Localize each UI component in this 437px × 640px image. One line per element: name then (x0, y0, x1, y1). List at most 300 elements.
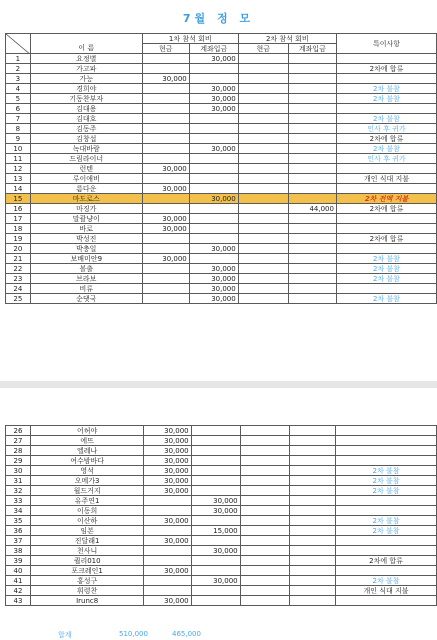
round2-cash (238, 284, 288, 294)
round2-cash (238, 184, 288, 194)
row-number: 38 (6, 546, 31, 556)
attendance-table-top (5, 33, 437, 304)
table-row (6, 104, 437, 114)
table-row (6, 174, 437, 184)
member-name: 가고파 (30, 64, 142, 74)
member-name: 천사니 (30, 546, 144, 556)
round2-cash (238, 74, 288, 84)
row-number: 17 (6, 214, 31, 224)
round2-account (288, 294, 336, 304)
member-name: 김창섭 (30, 134, 142, 144)
table-row (6, 154, 437, 164)
row-number: 34 (6, 506, 31, 516)
header-note: 특이사항 (336, 34, 436, 54)
round1-account (189, 64, 238, 74)
note-cell (336, 74, 436, 84)
round2-cash (238, 84, 288, 94)
round2-cash (238, 164, 288, 174)
round1-cash (142, 194, 189, 204)
round1-account (189, 114, 238, 124)
table-row (6, 254, 437, 264)
table-row (6, 546, 437, 556)
member-name: 순댓국 (30, 294, 142, 304)
note-cell: 2차 전액 지불 (336, 194, 436, 204)
round1-cash (144, 586, 191, 596)
round2-account (290, 556, 336, 566)
round2-account (288, 154, 336, 164)
round2-account (290, 476, 336, 486)
round1-cash: 30,000 (144, 486, 191, 496)
member-name: 경희야 (30, 84, 142, 94)
round1-cash (142, 64, 189, 74)
header-name: 이 름 (30, 44, 142, 54)
member-name: 오메가3 (30, 476, 144, 486)
row-number: 15 (6, 194, 31, 204)
round1-cash: 30,000 (144, 426, 191, 436)
round2-cash (238, 124, 288, 134)
note-cell: 2차 불참 (336, 264, 436, 274)
row-number: 36 (6, 526, 31, 536)
round1-cash (142, 284, 189, 294)
member-name: Irunc8 (30, 596, 144, 606)
member-name: 여수밤바다 (30, 456, 144, 466)
round2-cash (238, 134, 288, 144)
round1-account: 30,000 (189, 284, 238, 294)
round1-account (191, 436, 240, 446)
member-name: 런텐 (30, 164, 142, 174)
round2-account (290, 536, 336, 546)
round1-account (191, 486, 240, 496)
note-cell: 2차 불참 (336, 476, 437, 486)
table-row (6, 124, 437, 134)
round2-account (288, 164, 336, 174)
round1-account: 15,000 (191, 526, 240, 536)
round1-cash: 30,000 (142, 254, 189, 264)
round2-account (288, 264, 336, 274)
note-cell: 2차 불참 (336, 114, 436, 124)
member-name: 비류 (30, 284, 142, 294)
round2-cash (238, 214, 288, 224)
round1-account (191, 596, 240, 606)
table-row (6, 274, 437, 284)
round1-account (189, 154, 238, 164)
round1-cash: 30,000 (144, 536, 191, 546)
round1-cash (142, 84, 189, 94)
round1-cash: 30,000 (144, 516, 191, 526)
table-row (6, 234, 437, 244)
member-name: 이동희 (30, 506, 144, 516)
member-name: 가능 (30, 74, 142, 84)
round2-account (288, 194, 336, 204)
note-cell (336, 506, 437, 516)
round2-cash (240, 516, 290, 526)
table-row (6, 516, 437, 526)
round1-account (191, 566, 240, 576)
row-number: 25 (6, 294, 31, 304)
round1-cash: 30,000 (144, 596, 191, 606)
row-number: 2 (6, 64, 31, 74)
row-number: 30 (6, 466, 31, 476)
note-cell: 2차 불참 (336, 526, 437, 536)
note-cell (336, 284, 436, 294)
row-number: 5 (6, 94, 31, 104)
note-cell: 2차 불참 (336, 254, 436, 264)
round1-cash (142, 244, 189, 254)
row-number: 16 (6, 204, 31, 214)
row-number: 22 (6, 264, 31, 274)
round1-account (191, 556, 240, 566)
row-number: 24 (6, 284, 31, 294)
round1-cash (144, 526, 191, 536)
table-row (6, 294, 437, 304)
round2-account (290, 566, 336, 576)
member-name: 진달래1 (30, 536, 144, 546)
note-cell: 개인 식대 지불 (336, 174, 436, 184)
round2-account (288, 284, 336, 294)
member-name: 요정별 (30, 54, 142, 64)
round2-account (288, 54, 336, 64)
note-cell (336, 456, 437, 466)
round1-account: 30,000 (191, 496, 240, 506)
round2-cash (240, 596, 290, 606)
table-row (6, 466, 437, 476)
round1-account (189, 184, 238, 194)
member-name: 름다운 (30, 184, 142, 194)
note-cell (336, 496, 437, 506)
note-cell (336, 536, 437, 546)
round1-cash: 30,000 (142, 224, 189, 234)
round1-cash (142, 154, 189, 164)
row-number: 3 (6, 74, 31, 84)
round2-account (290, 516, 336, 526)
round2-cash (238, 264, 288, 274)
round2-cash (240, 576, 290, 586)
summary-label: 합계 (58, 631, 72, 639)
summary-row (0, 630, 437, 638)
round1-cash (142, 134, 189, 144)
round1-cash: 30,000 (142, 74, 189, 84)
round2-account (288, 274, 336, 284)
row-number: 19 (6, 234, 31, 244)
table-row (6, 456, 437, 466)
note-cell: 2차에 합류 (336, 204, 436, 214)
round2-cash (240, 556, 290, 566)
member-name: 김동주 (30, 124, 142, 134)
round2-cash (238, 204, 288, 214)
table-row (6, 476, 437, 486)
note-cell (336, 184, 436, 194)
round2-account (290, 526, 336, 536)
row-number: 1 (6, 54, 31, 64)
row-number: 23 (6, 274, 31, 284)
round2-cash (240, 476, 290, 486)
table-row (6, 244, 437, 254)
round1-account: 30,000 (189, 194, 238, 204)
row-number: 43 (6, 596, 31, 606)
header-blank (30, 34, 142, 44)
row-number: 40 (6, 566, 31, 576)
round2-cash (238, 154, 288, 164)
round2-cash (240, 456, 290, 466)
round1-account: 30,000 (189, 244, 238, 254)
table-row (6, 506, 437, 516)
table-row (6, 84, 437, 94)
member-name: 루이애비 (30, 174, 142, 184)
round2-cash (240, 486, 290, 496)
round1-account (191, 586, 240, 596)
round1-cash (142, 264, 189, 274)
member-name: 포크레인1 (30, 566, 144, 576)
round2-cash (240, 496, 290, 506)
note-cell: 2차에 합류 (336, 234, 436, 244)
table-row (6, 284, 437, 294)
note-cell (336, 426, 437, 436)
round2-cash (238, 54, 288, 64)
member-name: 박충일 (30, 244, 142, 254)
row-number: 35 (6, 516, 31, 526)
round1-cash: 30,000 (142, 184, 189, 194)
round1-cash (144, 556, 191, 566)
round1-cash: 30,000 (144, 456, 191, 466)
member-name: 드림라이너 (30, 154, 142, 164)
note-cell: 2차 불참 (336, 144, 436, 154)
round2-cash (238, 114, 288, 124)
round2-account (290, 456, 336, 466)
round2-account (290, 596, 336, 606)
row-number: 41 (6, 576, 31, 586)
table-row (6, 596, 437, 606)
row-number: 18 (6, 224, 31, 234)
round2-account (288, 134, 336, 144)
round2-cash (238, 174, 288, 184)
note-cell (336, 224, 436, 234)
row-number: 20 (6, 244, 31, 254)
table-row (6, 204, 437, 214)
row-number: 29 (6, 456, 31, 466)
row-number: 8 (6, 124, 31, 134)
summary-account-total: 465,000 (172, 630, 201, 638)
table-row (6, 536, 437, 546)
table-row (6, 556, 437, 566)
round2-cash (238, 144, 288, 154)
round2-cash (238, 194, 288, 204)
member-name: 김대호 (30, 114, 142, 124)
member-name: 홍성구 (30, 576, 144, 586)
attendance-table-bottom (5, 425, 437, 606)
row-number: 6 (6, 104, 31, 114)
note-cell: 2차 불참 (336, 466, 437, 476)
row-number: 28 (6, 446, 31, 456)
round2-cash (238, 254, 288, 264)
row-number: 27 (6, 436, 31, 446)
round1-account: 30,000 (189, 84, 238, 94)
round2-account (290, 436, 336, 446)
round2-cash (238, 224, 288, 234)
member-name: 바로 (30, 224, 142, 234)
round2-account (290, 506, 336, 516)
round1-account: 30,000 (189, 294, 238, 304)
round1-cash (144, 546, 191, 556)
member-name: 유주연1 (30, 496, 144, 506)
round1-account: 30,000 (191, 576, 240, 586)
round1-account (191, 446, 240, 456)
round1-account (191, 426, 240, 436)
round1-account (189, 164, 238, 174)
table-row (6, 164, 437, 174)
round1-account: 30,000 (189, 94, 238, 104)
round1-cash (142, 204, 189, 214)
header-account2: 계좌입금 (288, 44, 336, 54)
round2-account (290, 496, 336, 506)
round1-cash (142, 174, 189, 184)
round1-cash (142, 144, 189, 154)
round1-account: 30,000 (189, 274, 238, 284)
member-name: 월드거지 (30, 486, 144, 496)
note-cell: 2차에 합류 (336, 556, 437, 566)
note-cell (336, 566, 437, 576)
table-row (6, 486, 437, 496)
table-row (6, 526, 437, 536)
member-name: 기동찬부자 (30, 94, 142, 104)
row-number: 12 (6, 164, 31, 174)
row-number: 21 (6, 254, 31, 264)
row-number: 26 (6, 426, 31, 436)
round1-cash: 30,000 (144, 566, 191, 576)
round1-account: 30,000 (189, 264, 238, 274)
round2-account (288, 114, 336, 124)
page-break-divider (0, 381, 437, 388)
note-cell (336, 164, 436, 174)
round2-account (288, 74, 336, 84)
table-row (6, 144, 437, 154)
table-row (6, 184, 437, 194)
round1-account (189, 224, 238, 234)
table-row (6, 64, 437, 74)
member-name: 에뜨 (30, 436, 144, 446)
table-row (6, 94, 437, 104)
note-cell: 2차에 합류 (336, 64, 436, 74)
row-number: 39 (6, 556, 31, 566)
row-number: 4 (6, 84, 31, 94)
table-row (6, 224, 437, 234)
round2-account (290, 546, 336, 556)
member-name: 마징가 (30, 204, 142, 214)
member-name: 볼출 (30, 264, 142, 274)
round1-account (189, 134, 238, 144)
round1-cash (142, 234, 189, 244)
round1-cash (142, 114, 189, 124)
member-name: 브라보 (30, 274, 142, 284)
table-row (6, 426, 437, 436)
member-name: 박성진 (30, 234, 142, 244)
round1-cash (144, 576, 191, 586)
round2-account (288, 84, 336, 94)
member-name: 보배미안9 (30, 254, 142, 264)
round2-cash (240, 436, 290, 446)
round1-account: 30,000 (191, 506, 240, 516)
round2-cash (238, 94, 288, 104)
round1-cash (142, 94, 189, 104)
round1-cash: 30,000 (144, 466, 191, 476)
round2-account (288, 124, 336, 134)
round1-cash (142, 54, 189, 64)
member-name: 임본 (30, 526, 144, 536)
round2-account (288, 254, 336, 264)
table-row (6, 264, 437, 274)
round2-cash (240, 426, 290, 436)
round1-account: 30,000 (189, 104, 238, 114)
header-account1: 계좌입금 (189, 44, 238, 54)
header-round1: 1차 참석 회비 (142, 34, 238, 44)
summary-cash-total: 510,000 (119, 630, 148, 638)
note-cell (336, 436, 437, 446)
member-name: 영석 (30, 466, 144, 476)
round1-account (189, 124, 238, 134)
table-row (6, 496, 437, 506)
round1-cash: 30,000 (142, 164, 189, 174)
note-cell: 인사 후 귀가 (336, 154, 436, 164)
table-row (6, 214, 437, 224)
round2-cash (240, 446, 290, 456)
member-name: 퀄리010 (30, 556, 144, 566)
round2-cash (238, 294, 288, 304)
note-cell: 2차 불참 (336, 486, 437, 496)
member-name: 녹대바람 (30, 144, 142, 154)
note-cell (336, 244, 436, 254)
round2-cash (238, 64, 288, 74)
round2-account (288, 174, 336, 184)
note-cell: 2차 불참 (336, 294, 436, 304)
round2-cash (240, 586, 290, 596)
table-row (6, 134, 437, 144)
row-number: 7 (6, 114, 31, 124)
row-number: 14 (6, 184, 31, 194)
table-row (6, 436, 437, 446)
row-number: 13 (6, 174, 31, 184)
page-title: 7월 정 모 (182, 12, 255, 25)
diagonal-line-icon (6, 34, 30, 54)
round1-cash (142, 104, 189, 114)
round2-account (290, 586, 336, 596)
member-name: 휘령찬 (30, 586, 144, 596)
note-cell (336, 54, 436, 64)
round2-account: 44,000 (288, 204, 336, 214)
round2-cash (240, 546, 290, 556)
round1-account: 30,000 (189, 54, 238, 64)
round2-cash (240, 536, 290, 546)
row-number: 37 (6, 536, 31, 546)
note-cell (336, 596, 437, 606)
row-number: 33 (6, 496, 31, 506)
member-name: 어허야 (30, 426, 144, 436)
note-cell: 2차 불참 (336, 84, 436, 94)
note-cell: 2차 불참 (336, 274, 436, 284)
round1-cash: 30,000 (144, 436, 191, 446)
header-cash2: 현금 (238, 44, 288, 54)
round1-account (189, 234, 238, 244)
member-name: 김대용 (30, 104, 142, 114)
round2-account (290, 466, 336, 476)
table-row (6, 566, 437, 576)
table-row (6, 74, 437, 84)
round1-account (189, 254, 238, 264)
round1-cash: 30,000 (144, 476, 191, 486)
round2-account (288, 64, 336, 74)
note-cell (336, 104, 436, 114)
round1-cash (144, 506, 191, 516)
note-cell (336, 446, 437, 456)
note-cell: 인사 후 귀가 (336, 124, 436, 134)
